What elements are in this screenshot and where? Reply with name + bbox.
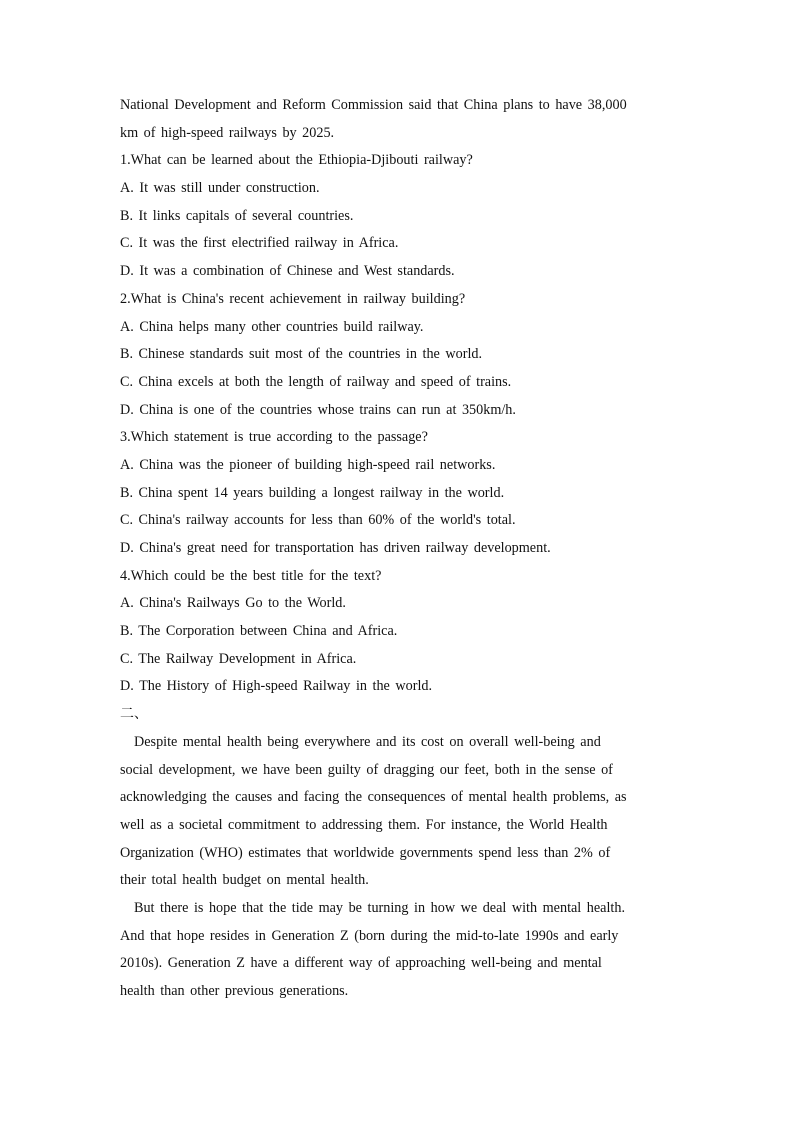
- passage-line: health than other previous generations.: [120, 983, 349, 999]
- option-a: A. It was still under construction.: [120, 180, 320, 197]
- option-a: A. China helps many other countries build railway.: [120, 318, 424, 335]
- passage-line: But there is hope that the tide may be turning in how we deal with mental health.: [134, 899, 626, 916]
- option-d: D. The History of High-speed Railway in the world.: [120, 678, 433, 695]
- document-page: [120, 92, 680, 1006]
- option-c: C. It was the first electrified railway in Africa.: [120, 235, 399, 252]
- question-2: [120, 286, 680, 424]
- option-b: B. The Corporation between China and Africa.: [120, 623, 398, 640]
- question-3: [120, 424, 680, 562]
- text-line: National Development and Reform Commission said that China plans to have 38,000: [120, 97, 627, 113]
- passage-2: [120, 729, 680, 1006]
- option-b: B. Chinese standards suit most of the countries in the world.: [120, 346, 483, 363]
- text-line: km of high-speed railways by 2025.: [120, 124, 335, 141]
- question-text: 4.Which could be the best title for the text?: [120, 567, 382, 584]
- option-d: D. China is one of the countries whose trains can run at 350km/h.: [120, 401, 516, 418]
- passage-line: 2010s). Generation Z have a different way of approaching well-being and mental: [120, 955, 602, 972]
- option-a: A. China's Railways Go to the World.: [120, 595, 346, 612]
- passage-line: And that hope resides in Generation Z (born during the mid-to-late 1990s and early: [120, 927, 619, 944]
- option-a: A. China was the pioneer of building high-speed rail networks.: [120, 456, 496, 473]
- option-b: B. China spent 14 years building a longest railway in the world.: [120, 484, 505, 501]
- passage-line: their total health budget on mental health.: [120, 872, 369, 889]
- passage-line: social development, we have been guilty of dragging our feet, both in the sense of: [120, 761, 613, 778]
- passage-line: Despite mental health being everywhere and its cost on overall well-being and: [134, 733, 601, 750]
- passage-line: acknowledging the causes and facing the consequences of mental health problems, as: [120, 789, 627, 806]
- question-text: 3.Which statement is true according to the passage?: [120, 429, 428, 446]
- question-1: [120, 147, 680, 285]
- option-c: C. China excels at both the length of railway and speed of trains.: [120, 373, 512, 390]
- section-marker: 二、: [120, 706, 148, 723]
- option-c: C. China's railway accounts for less than 60% of the world's total.: [120, 512, 516, 529]
- option-d: D. It was a combination of Chinese and West standards.: [120, 263, 455, 280]
- option-c: C. The Railway Development in Africa.: [120, 650, 357, 667]
- passage-line: well as a societal commitment to addressing them. For instance, the World Health: [120, 816, 608, 833]
- question-text: 1.What can be learned about the Ethiopia-Djibouti railway?: [120, 152, 473, 169]
- passage-line: Organization (WHO) estimates that worldwide governments spend less than 2% of: [120, 844, 611, 861]
- intro-paragraph: [120, 92, 680, 147]
- question-4: [120, 563, 680, 701]
- option-b: B. It links capitals of several countries.: [120, 207, 354, 224]
- question-text: 2.What is China's recent achievement in railway building?: [120, 290, 466, 307]
- option-d: D. China's great need for transportation has driven railway development.: [120, 540, 551, 556]
